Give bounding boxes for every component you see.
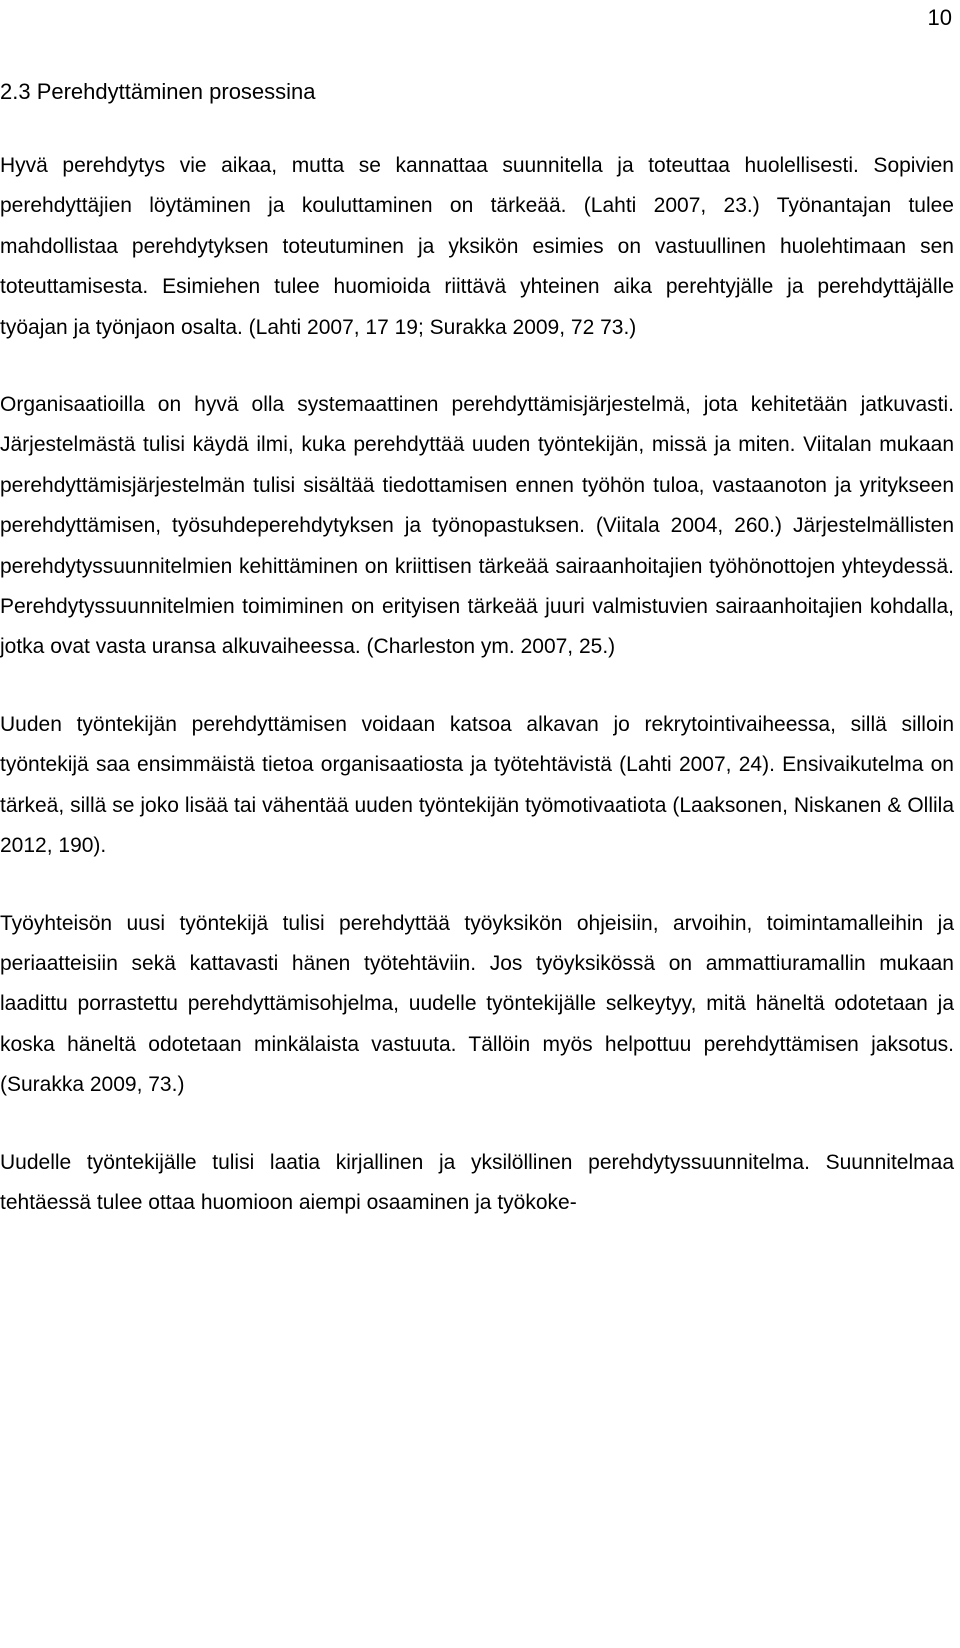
paragraph-3: Uuden työntekijän perehdyttämisen voidaan katsoa alkavan jo rekrytointivaiheessa, sillä silloin työntekijä saa ensimmäistä tietoa organisaatiosta ja työtehtävistä (Lahti 2007, 24). Ensivaikutelma on tärkeä, sillä se joko lisää tai vähentää uuden työntekijän työmotivaatiota (Laaksonen, Niskanen & Ollila 2012, 190). (0, 712, 954, 858)
section-body (0, 146, 954, 1223)
paragraph-4: Työyhteisön uusi työntekijä tulisi perehdyttää työyksikön ohjeisiin, arvoihin, toimintamalleihin ja periaatteisiin sekä kattavasti hänen työtehtäviin. Jos työyksikössä on ammattiuramallin mukaan laadittu porrastettu perehdyttämisohjelma, uudelle työntekijälle selkeytyy, mitä häneltä odotetaan ja koska häneltä odotetaan minkälaista vastuuta. Tällöin myös helpottuu perehdyttämisen jaksotus. (Surakka 2009, 73.) (0, 911, 954, 1097)
paragraph-2: Organisaatioilla on hyvä olla systemaattinen perehdyttämisjärjestelmä, jota kehitetään jatkuvasti. Järjestelmästä tulisi käydä ilmi, kuka perehdyttää uuden työntekijän, missä ja miten. Viitalan mukaan perehdyttämisjärjestelmän tulisi sisältää tiedottamisen ennen työhön tuloa, vastaanoton ja yritykseen perehdyttämisen, työsuhdeperehdytyksen ja työnopastuksen. (Viitala 2004, 260.) Järjestelmällisten perehdytyssuunnitelmien kehittäminen on kriittisen tärkeää sairaanhoitajien työhönottojen yhteydessä. Perehdytyssuunnitelmien toimiminen on erityisen tärkeää juuri valmistuvien sairaanhoitajien kohdalla, jotka ovat vasta uransa alkuvaiheessa. (Charleston ym. 2007, 25.) (0, 393, 954, 659)
page-number: 10 (927, 5, 952, 30)
section-heading: 2.3 Perehdyttäminen prosessina (0, 79, 316, 104)
paragraph-5: Uudelle työntekijälle tulisi laatia kirjallinen ja yksilöllinen perehdytyssuunnitelma. Suunnitelmaa tehtäessä tulee ottaa huomioon aiempi osaaminen ja työkoke- (0, 1150, 954, 1214)
paragraph-1: Hyvä perehdytys vie aikaa, mutta se kannattaa suunnitella ja toteuttaa huolellisesti. Sopivien perehdyttäjien löytäminen ja kouluttaminen on tärkeää. (Lahti 2007, 23.) Työnantajan tulee mahdollistaa perehdytyksen toteutuminen ja yksikön esimies on vastuullinen huolehtimaan sen toteuttamisesta. Esimiehen tulee huomioida riittävä yhteinen aika perehtyjälle ja perehdyttäjälle työajan ja työnjaon osalta. (Lahti 2007, 17 19; Surakka 2009, 72 73.) (0, 154, 954, 339)
